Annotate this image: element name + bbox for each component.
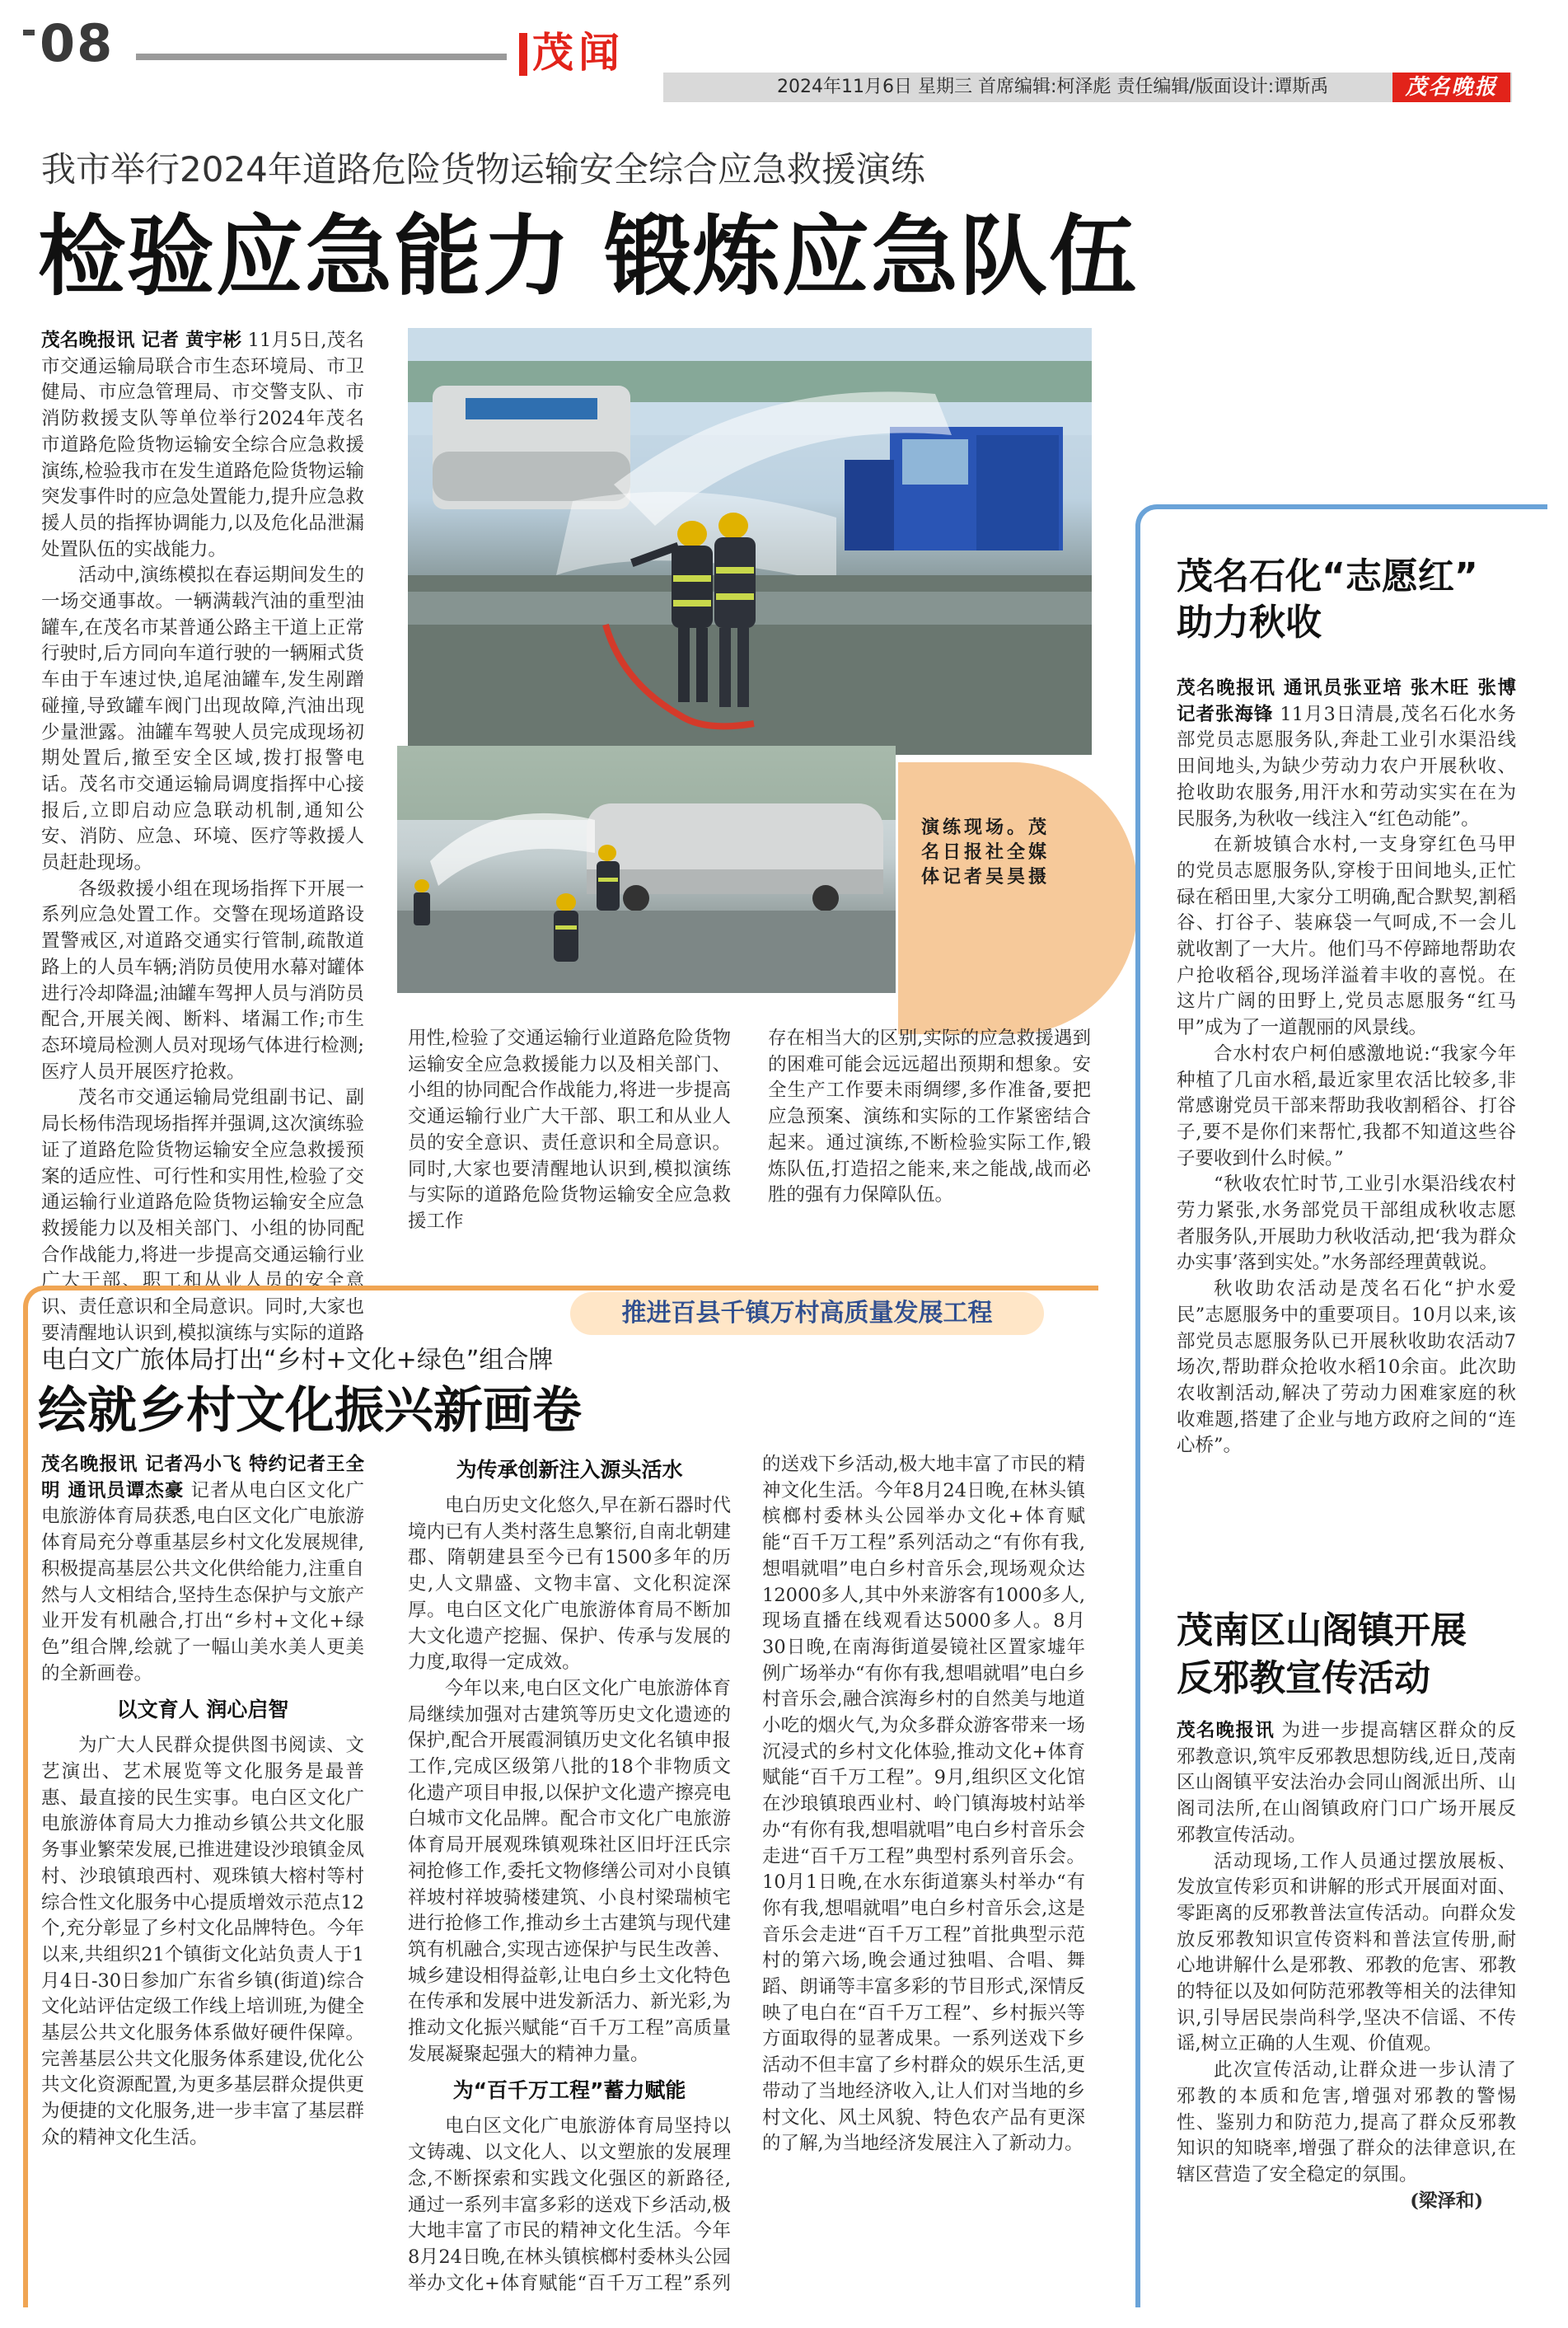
lead-paragraph: 茂名市交通运输局党组副书记、副局长杨伟浩现场指挥并强调,这次演练验证了道路危险货物运输安全应急救援预案的适应性、可行性和实用性,检验了交通运输行业道路危险货物运输安全应急救援能力以及相关部门、小组的协同配合作战能力,将进一步提高交通运输行业广大干部、职工和从业人员的安全意识、责任意识和全局意识。同时,大家也要清醒地认识到,模拟演练与实际的道路 [41, 1087, 364, 1344]
feature-paragraph: 记者从电白区文化广电旅游体育局获悉,电白区文化广电旅游体育局充分尊重基层乡村文化发展规律,积极提高基层公共文化供给能力,注重自然与人文相结合,坚持生态保护与文旅产业开发有机融合,打出“乡村+文化+绿色”组合牌,绘就了一幅山美水美人更美的全新画卷。 [41, 1479, 364, 1684]
side1-column [1177, 676, 1516, 1541]
side2-column [1177, 1718, 1516, 2295]
feature-subhead: 为“百千万工程”蓄力赋能 [452, 2078, 686, 2103]
section-name: 茂闻 [532, 29, 625, 77]
side1-headline-line: 茂名石化“志愿红” [1177, 555, 1478, 597]
masthead-logo-text: 茂名晚报 [1405, 75, 1498, 100]
caption-shape [898, 762, 1137, 1034]
section-title [519, 28, 643, 77]
feature-paragraph: 电白历史文化悠久,早在新石器时代境内已有人类村落生息繁衍,自南北朝建郡、隋朝建县至今已有1500多年的历史,人文鼎盛、文物丰富、文化积淀深厚。电白区文化广电旅游体育局不断加大文化遗产挖掘、保护、传承与发展的力度,取得一定成效。 [408, 1495, 731, 1674]
side1-paragraph: 秋收助农活动是茂名石化“护水爱民”志愿服务中的重要项目。10月以来,该部党员志愿服务队已开展秋收助农活动7场次,帮助群众抢收水稻10余亩。此次助农收割活动,解决了劳动力困难家庭的秋收难题,搭建了企业与地方政府之间的“连心桥”。 [1177, 1278, 1516, 1457]
dateline: 2024年11月6日 星期三 首席编辑:柯泽彪 责任编辑/版面设计:谭斯禹 [777, 77, 1329, 97]
dateline-bar [663, 73, 1512, 102]
feature-byline: 茂名晚报讯 记者冯小飞 特约记者王全明 通讯员谭杰豪 [41, 1454, 364, 1501]
side1-paragraph: 11月3日清晨,茂名石化水务部党员志愿服务队,奔赴工业引水渠沿线田间地头,为缺少劳动力农户开展秋收、抢收助农服务,用汗水和劳动实实在在为民服务,为秋收一线注入“红色动能”。 [1177, 703, 1516, 830]
header-rule [136, 54, 507, 60]
feature-column-3 [762, 1452, 1085, 2293]
side2-headline-line: 反邪教宣传活动 [1177, 1657, 1430, 1699]
feature-paragraph: 电白区文化广电旅游体育局坚持以文铸魂、以文化人、以文塑旅的发展理念,不断探索和实践文化强区的新路径,通过一系列丰富多彩的送戏下乡活动,极大地丰富了市民的精神文化生活。今年8月24日晚,在林头镇槟榔村委林头公园举办文化+体育赋能“百千万工程”系列 [408, 2115, 731, 2293]
feature-paragraph-continued: 的送戏下乡活动,极大地丰富了市民的精神文化生活。今年8月24日晚,在林头镇槟榔村委林头公园举办文化+体育赋能“百千万工程”系列活动之“有你有我,想唱就唱”电白乡村音乐会,现场观众达12000多人,其中外来游客有1000多人,现场直播在线观看达5000多人。8月30日晚,在南海街道晏镜社区置家墟年例广场举办“有你有我,想唱就唱”电白乡村音乐会,融合滨海乡村的自然美与地道小吃的烟火气,为众多群众游客带来一场沉浸式的乡村文化体验,推动文化+体育赋能“百千万工程”。9月,组织区文化馆在沙琅镇琅西业村、岭门镇海坡村站举办“有你有我,想唱就唱”电白乡村音乐会走进“百千万工程”典型村系列音乐会。10月1日晚,在水东街道寨头村举办“有你有我,想唱就唱”电白乡村音乐会,这是音乐会走进“百千万工程”首批典型示范村的第六场,晚会通过独唱、合唱、舞蹈、朗诵等丰富多彩的节目形式,深情反映了电白在“百千万工程”、乡村振兴等方面取得的显著成果。一系列送戏下乡活动不但丰富了乡村群众的娱乐生活,更带动了当地经济收入,让人们对当地的乡村文化、风土风貌、特色农产品有更深的了解,为当地经济发展注入了新动力。 [762, 1454, 1085, 2155]
side1-paragraph: 在新坡镇合水村,一支身穿红色马甲的党员志愿服务队,穿梭于田间地头,正忙碌在稻田里,大家分工明确,配合默契,割稻谷、打谷子、装麻袋一气呵成,不一会儿就收割了一大片。他们马不停蹄地帮助农户抢收稻谷,现场洋溢着丰收的喜悦。在这片广阔的田野上,党员志愿服务“红马甲”成为了一道靓丽的风景线。 [1177, 834, 1516, 1039]
photo-caption: 演练现场。茂名日报社全媒体记者吴昊摄 [921, 817, 1051, 888]
side2-headline-line: 茂南区山阁镇开展 [1177, 1609, 1467, 1651]
lead-kicker: 我市举行2024年道路危险货物运输安全综合应急救援演练 [41, 149, 925, 190]
feature-column-2 [408, 1452, 731, 2293]
drill-photo-secondary-illustration [397, 746, 896, 993]
lead-paragraph: 活动中,演练模拟在春运期间发生的一场交通事故。一辆满载汽油的重型油罐车,在茂名市某普通公路主干道上正常行驶时,后方同向车道行驶的一辆厢式货车由于车速过快,追尾油罐车,发生剐蹭碰撞,导致罐车阀门出现故障,汽油出现少量泄露。油罐车驾驶人员完成现场初期处置后,撤至安全区域,拨打报警电话。茂名市交通运输局调度指挥中心接报后,立即启动应急联动机制,通知公安、消防、应急、环境、医疗等救援人员赶赴现场。 [41, 564, 364, 874]
side1-headline-line: 助力秋收 [1177, 602, 1322, 644]
feature-headline: 绘就乡村文化振兴新画卷 [38, 1382, 582, 1440]
side1-paragraph: 合水村农户柯伯感激地说:“我家今年种植了几亩水稻,最近家里农活比较多,非常感谢党员干部来帮助我收割稻谷、打谷子,要不是你们来帮忙,我都不知道这些谷子要收到什么时候。” [1177, 1042, 1516, 1169]
lead-headline: 检验应急能力 锻炼应急队伍 [38, 206, 1138, 307]
section-accent [519, 33, 527, 76]
feature-column-1 [41, 1452, 364, 2293]
lead-column-left [41, 328, 364, 1346]
page-number [23, 30, 35, 35]
lead-column-right [768, 1026, 1091, 1287]
drill-photo-main [408, 328, 1092, 755]
masthead-logo [1392, 73, 1510, 102]
side2-byline: 茂名晚报讯 [1177, 1720, 1275, 1741]
drill-photo-main-illustration [408, 328, 1092, 755]
side2-paragraph: 活动现场,工作人员通过摆放展板、发放宣传彩页和讲解的形式开展面对面、零距离的反邪教普法宣传活动。向群众发放反邪教知识宣传资料和普法宣传册,耐心地讲解什么是邪教、邪教的危害、邪教的特征以及如何防范邪教等相关的法律知识,引导居民崇尚科学,坚决不信谣、不传谣,树立正确的人生观、价值观。 [1177, 1850, 1516, 2055]
side2-paragraph: 为进一步提高辖区群众的反邪教意识,筑牢反邪教思想防线,近日,茂南区山阁镇平安法治办会同山阁派出所、山阁司法所,在山阁镇政府门口广场开展反邪教宣传活动。 [1177, 1720, 1516, 1846]
lead-paragraph: 11月5日,茂名市交通运输局联合市生态环境局、市卫健局、市应急管理局、市交警支队、市消防救援支队等单位举行2024年茂名市道路危险货物运输安全综合应急救援演练,检验我市在发生道路危险货物运输突发事件时的应急处置能力,提升应急救援人员的指挥协调能力,以及危化品泄漏处置队伍的实战能力。 [41, 330, 364, 560]
side1-headline [1177, 554, 1478, 646]
feature-subhead: 以文育人 润心启智 [116, 1698, 289, 1722]
lead-paragraph: 各级救援小组在现场指挥下开展一系列应急处置工作。交警在现场道路设置警戒区,对道路交通实行管制,疏散道路上的人员车辆;消防员使用水幕对罐体进行冷却降温;油罐车驾押人员与消防员配合,开展关阀、断料、堵漏工作;市生态环境局检测人员对现场气体进行检测;医疗人员开展医疗抢救。 [41, 878, 364, 1083]
drill-photo-secondary [397, 746, 896, 993]
lead-byline: 茂名晚报讯 记者 黄宇彬 [41, 330, 242, 351]
page-number: 08 [40, 13, 115, 73]
page-header [0, 0, 1568, 124]
lead-paragraph-continued: 用性,检验了交通运输行业道路危险货物运输安全应急救援能力以及相关部门、小组的协同配合作战能力,将进一步提高交通运输行业广大干部、职工和从业人员的安全意识、责任意识和全局意识。同时,大家也要清醒地认识到,模拟演练与实际的道路危险货物运输安全应急救援工作 [408, 1028, 731, 1232]
side2-paragraph: 此次宣传活动,让群众进一步认清了邪教的本质和危害,增强对邪教的警惕性、鉴别力和防范力,提高了群众反邪教知识的知晓率,增强了群众的法律意识,在辖区营造了安全稳定的氛围。 [1177, 2059, 1516, 2185]
lead-paragraph-continued: 存在相当大的区别,实际的应急救援遇到的困难可能会远远超出预期和想象。安全生产工作要未雨绸缪,多作准备,要把应急预案、演练和实际的工作紧密结合起来。通过演练,不断检验实际工作,锻炼队伍,打造招之能来,来之能战,战而必胜的强有力保障队伍。 [768, 1028, 1091, 1206]
feature-paragraph: 为广大人民群众提供图书阅读、文艺演出、艺术展览等文化服务是最普惠、最直接的民生实事。电白区文化广电旅游体育局大力推动乡镇公共文化服务事业繁荣发展,已推进建设沙琅镇金凤村、沙琅镇琅西村、观珠镇大榕村等村综合性文化服务中心提质增效示范点12个,充分彰显了乡村文化品牌特色。今年以来,共组织21个镇街文化站负责人于1月4日-30日参加广东省乡镇(街道)综合文化站评估定级工作线上培训班,为健全基层公共文化服务体系做好硬件保障。完善基层公共文化服务体系建设,优化公共文化资源配置,为更多基层群众提供更为便捷的文化服务,进一步丰富了基层群众的精神文化生活。 [41, 1735, 364, 2148]
feature-banner-text: 推进百县千镇万村高质量发展工程 [621, 1299, 993, 1328]
feature-banner [570, 1292, 1044, 1335]
side1-paragraph: “秋收农忙时节,工业引水渠沿线农村劳力紧张,水务部党员干部组成秋收志愿者服务队,开展助力秋收活动,把‘我为群众办实事’落到实处。”水务部经理黄戟说。 [1177, 1173, 1516, 1274]
side2-headline [1177, 1607, 1467, 1703]
lead-column-mid [408, 1026, 731, 1287]
side2-signoff: (梁泽和) [1410, 2190, 1483, 2212]
feature-paragraph: 今年以来,电白区文化广电旅游体育局继续加强对古建筑等历史文化遗迹的保护,配合开展霞洞镇历史文化名镇申报工作,完成区级第八批的18个非物质文化遗产项目申报,以保护文化遗产擦亮电白城市文化品牌。配合市文化广电旅游体育局开展观珠镇观珠社区旧圩汪氏宗祠抢修工作,委托文物修缮公司对小良镇祥坡村祥坡骑楼建筑、小良村梁瑞桢宅进行抢修工作,推动乡土古建筑与现代建筑有机融合,实现古迹保护与民生改善、城乡建设相得益彰,让电白乡土文化特色在传承和发展中进发新活力、新光彩,为推动文化振兴赋能“百千万工程”高质量发展凝聚起强大的精神力量。 [408, 1677, 731, 2065]
feature-subhead: 为传承创新注入源头活水 [456, 1458, 683, 1482]
feature-kicker: 电白文广旅体局打出“乡村+文化+绿色”组合牌 [41, 1346, 554, 1375]
side1-byline: 茂名晚报讯 通讯员张亚培 张木旺 张博 记者张海锋 [1177, 677, 1516, 725]
